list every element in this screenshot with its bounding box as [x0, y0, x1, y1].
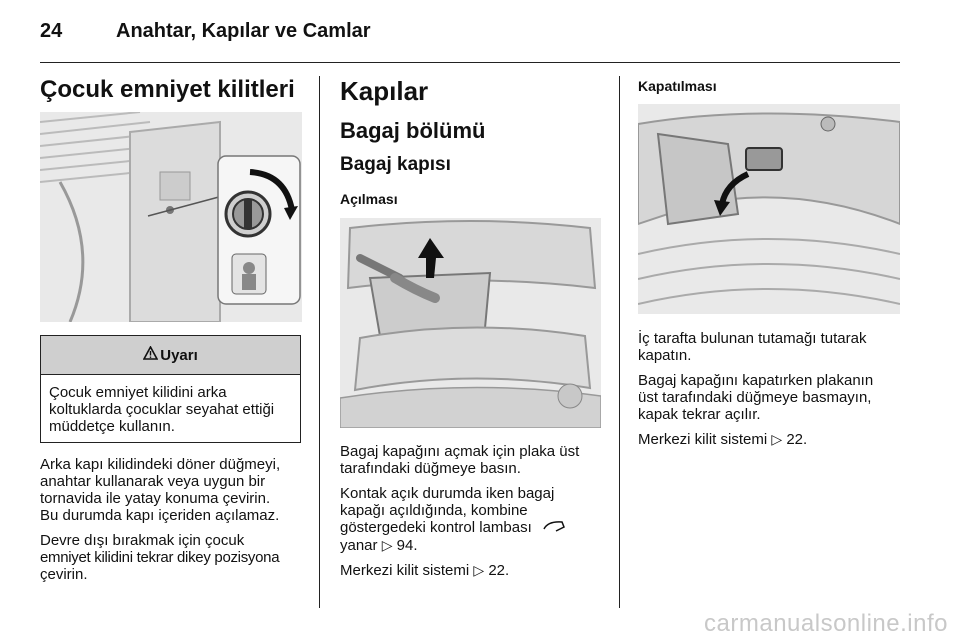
- tailgate-opening-figure: [340, 218, 601, 428]
- tailgate-open-para2: Kontak açık durumda iken bagaj kapağı açıldığında, kombine göstergedeki kontrol lambası yanar ▷ 94.: [340, 485, 615, 554]
- warning-line: koltuklarda çocuklar seyahat ettiği: [49, 401, 275, 418]
- page-ref-arrow-icon: ▷: [473, 562, 485, 578]
- luggage-compartment-heading: Bagaj bölümü: [340, 118, 486, 143]
- warning-line: Çocuk emniyet kilidini arka: [49, 384, 227, 401]
- child-lock-para1: Arka kapı kilidindeki döner düğmeyi, anahtar kullanarak veya uygun bir tornavida ile yatay konuma çevirin. Bu durumda kapı içeriden açılamaz.: [40, 456, 281, 524]
- page-ref-arrow-icon: ▷: [381, 537, 393, 554]
- tailgate-opening-illustration: [340, 218, 601, 428]
- warning-line: müddetçe kullanın.: [49, 418, 175, 435]
- column-divider-right: [619, 76, 620, 608]
- tailgate-open-para3: Merkezi kilit sistemi ▷ 22.: [340, 562, 510, 579]
- child-lock-heading: Çocuk emniyet kilitleri: [40, 76, 295, 103]
- opening-heading: Açılması: [340, 191, 398, 207]
- warning-triangle-icon: [143, 346, 158, 364]
- page-ref-arrow-icon: ▷: [771, 431, 783, 447]
- doors-heading: Kapılar: [340, 76, 429, 106]
- child-lock-para2: Devre dışı bırakmak için çocuk emniyet kilidini tekrar dikey pozisyona çevirin.: [40, 532, 280, 583]
- page-number: 24: [40, 20, 63, 42]
- tailgate-close-para1: İç tarafta bulunan tutamağı tutarak kapatın.: [638, 330, 867, 364]
- column-divider-left: [319, 76, 320, 608]
- tailgate-closing-figure: [638, 104, 900, 314]
- child-lock-illustration: [40, 112, 302, 322]
- tailgate-closing-illustration: [638, 104, 900, 314]
- tailgate-close-para2: Bagaj kapağını kapatırken plakanın üst tarafındaki düğmeye basmayın, kapak tekrar açılır.: [638, 372, 874, 423]
- warning-box: [40, 335, 301, 443]
- warning-header: [41, 336, 300, 375]
- child-lock-figure: [40, 112, 302, 322]
- open-tailgate-icon: [542, 519, 566, 537]
- page-header-title: Anahtar, Kapılar ve Camlar: [116, 20, 371, 42]
- tailgate-close-para3: Merkezi kilit sistemi ▷ 22.: [638, 431, 808, 448]
- header-rule: [40, 62, 900, 63]
- warning-body: [41, 375, 300, 435]
- watermark: carmanualsonline.info: [704, 610, 948, 637]
- closing-heading: Kapatılması: [638, 78, 717, 94]
- tailgate-open-para1: Bagaj kapağını açmak için plaka üst tarafındaki düğmeye basın.: [340, 443, 580, 477]
- warning-title: Uyarı: [160, 346, 198, 364]
- tailgate-heading: Bagaj kapısı: [340, 154, 451, 175]
